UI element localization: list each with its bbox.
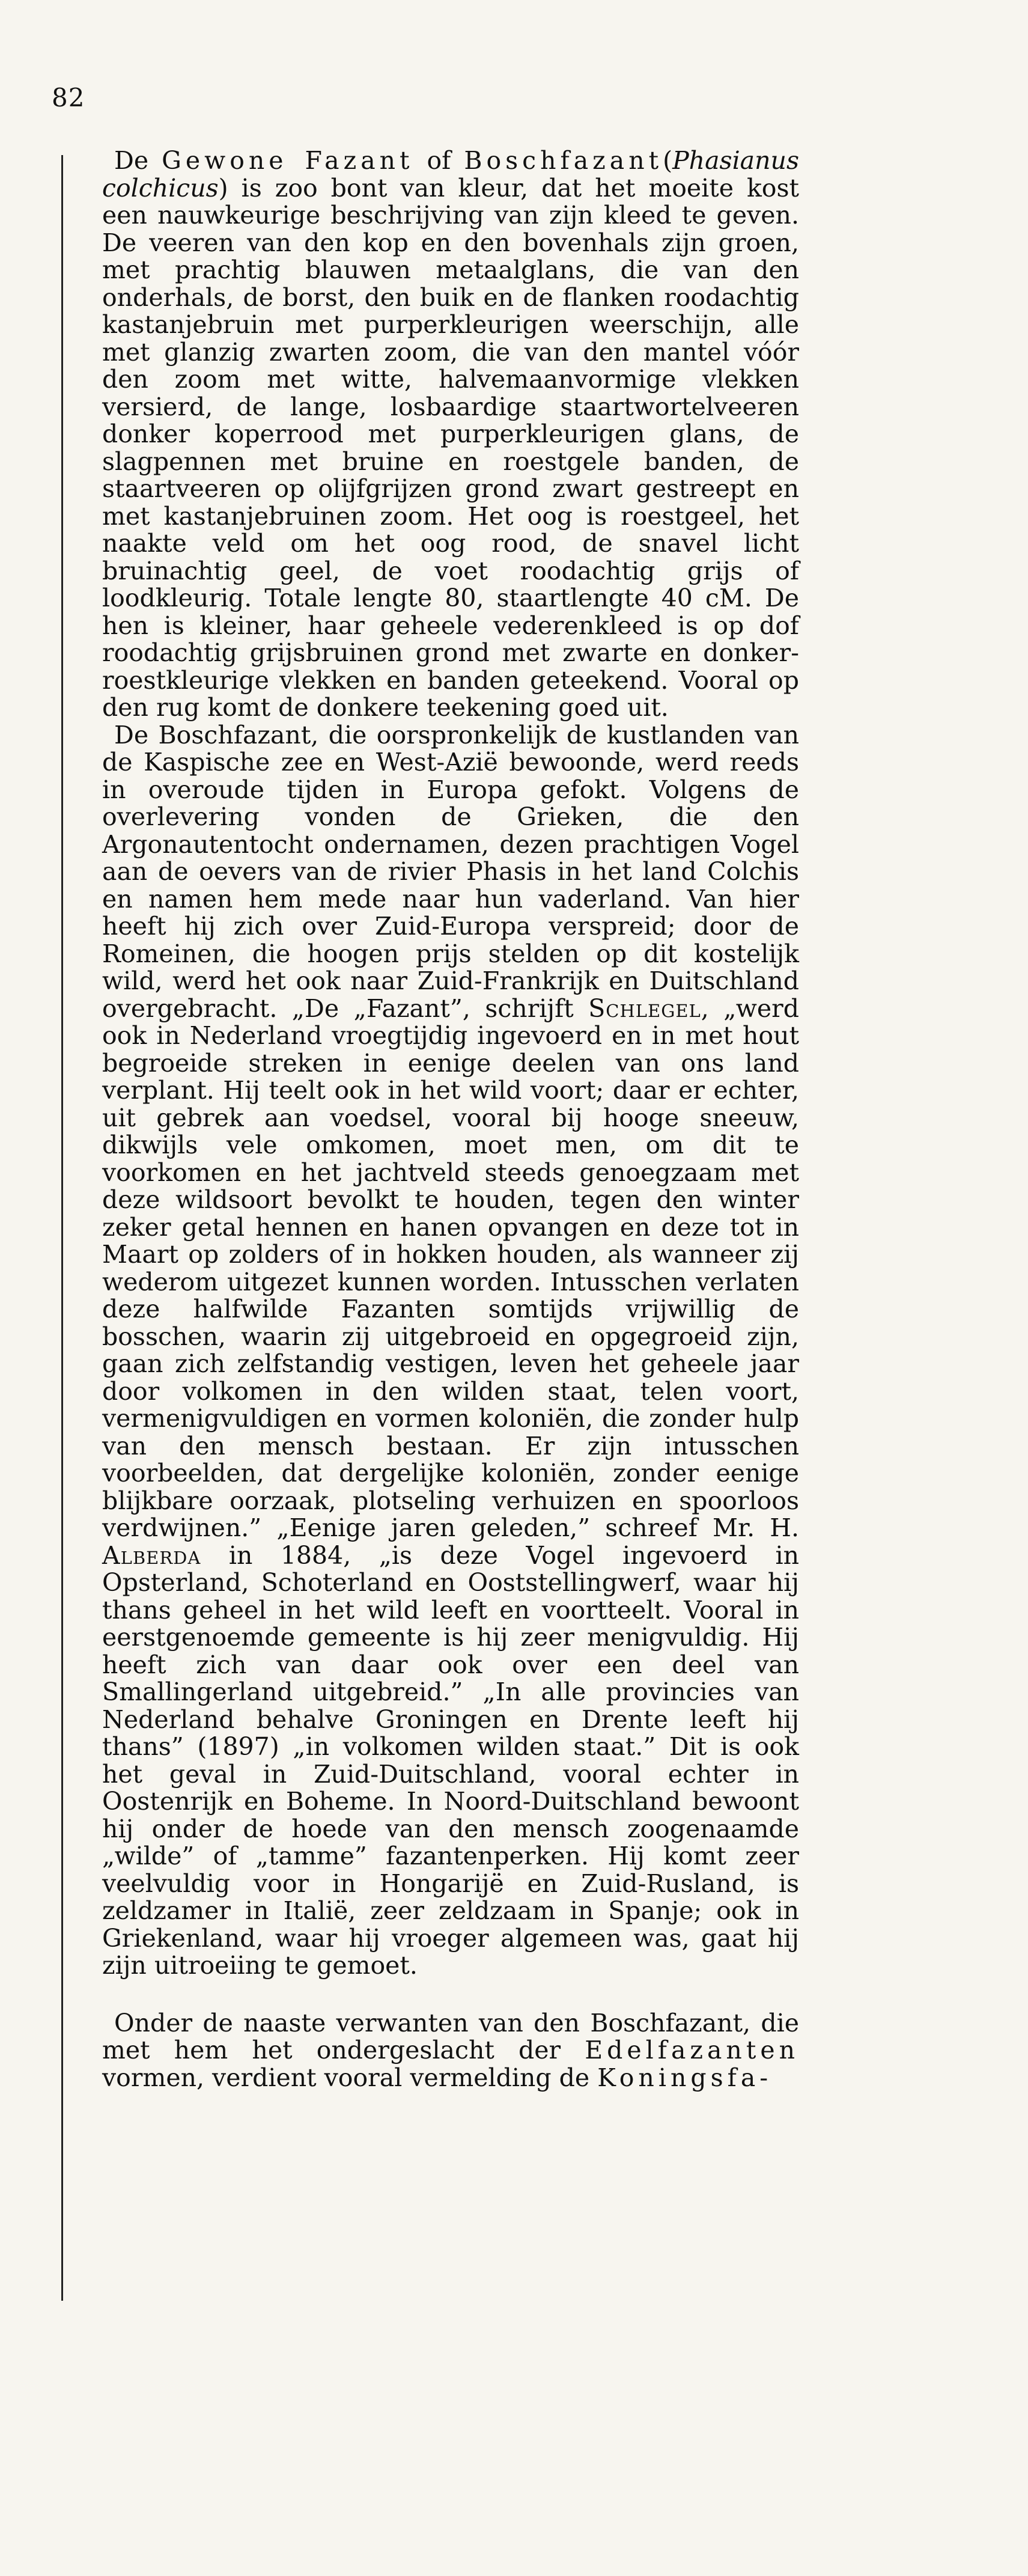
paragraph-2: [102, 722, 799, 1980]
p1-s5: (: [663, 146, 673, 175]
p3-s1: Onder de naaste verwanten van den Boschfazant, die met hem het ondergeslacht der: [102, 2008, 799, 2065]
p2-s3: , „werd ook in Nederland vroegtijdig ingevoerd en in met hout begroeide streken in eenige deelen van ons land verplant. Hij teelt ook in het wild voort; daar er echter, uit gebrek aan voedsel, vooral bij hooge sneeuw, dikwijls vele omkomen, moet men, om dit te voorkomen en het jachtveld steeds genoegzaam met deze wildsoort bevolkt te houden, tegen den winter zeker getal hennen en hanen opvangen en deze tot in Maart op zolders of in hokken houden, als wanneer zij wederom uitgezet kunnen worden. Intusschen verlaten deze halfwilde Fazanten somtijds vrijwillig de bosschen, waarin zij uitgebroeid en opgegroeid zijn, gaan zich zelfstandig vestigen, leven het geheele jaar door volkomen in den wilden staat, telen voort, vermenigvuldigen en vormen koloniën, die zonder hulp van den mensch bestaan. Er zijn intusschen voorbeelden, dat dergelijke koloniën, zonder eenige blijkbare oorzaak, plotseling verhuizen en spoorloos verdwijnen.” „Eenige jaren geleden,” schreef Mr. H.: [102, 993, 799, 1542]
paragraph-gap: [102, 1980, 799, 2010]
margin-rule: [61, 155, 63, 2301]
author-schlegel: Schlegel: [588, 993, 701, 1023]
group-name-edelfazanten: Edelfazanten: [585, 2036, 799, 2065]
latin-name: Phasianus colchicus: [102, 146, 799, 203]
p3-s3: vormen, verdient vooral vermelding de: [102, 2063, 590, 2092]
page-text: [102, 147, 799, 2092]
p1-s3: of: [427, 146, 451, 175]
paragraph-1: [102, 147, 799, 722]
paragraph-3: [102, 2010, 799, 2092]
author-alberda: Alberda: [102, 1540, 201, 1570]
p2-s1: De Boschfazant, die oorspronkelijk de kustlanden van de Kaspische zee en West-Azië bewoonde, werd reeds in overoude tijden in Europa gefokt. Volgens de overlevering vonden de Grieken, die den Argonautentocht ondernamen, dezen prachtigen Vogel aan de oevers van de rivier Phasis in het land Colchis en namen hem mede naar hun vaderland. Van hier heeft hij zich over Zuid-Europa verspreid; door de Romeinen, die hoogen prijs stelden op dit kostelijk wild, werd het ook naar Zuid-Frankrijk en Duitschland overgebracht. „De „Fazant”, schrijft: [102, 720, 799, 1023]
species-name-koningsfazant: Koningsfa-: [597, 2063, 773, 2092]
species-name-gewone-fazant: Gewone Fazant: [162, 146, 414, 175]
p2-s5: in 1884, „is deze Vogel ingevoerd in Opsterland, Schoterland en Ooststellingwerf, waar hij thans geheel in het wild leeft en voortteelt. Vooral in eerstgenoemde gemeente is hij zeer menigvuldig. Hij heeft zich van daar ook over een deel van Smallingerland uitgebreid.” „In alle provincies van Nederland behalve Groningen en Drente leeft hij thans” (1897) „in volkomen wilden staat.” Dit is ook het geval in Zuid-Duitschland, vooral echter in Oostenrijk en Boheme. In Noord-Duitschland bewoont hij onder de hoede van den mensch zoogenaamde „wilde” of „tamme” fazantenperken. Hij komt zeer veelvuldig voor in Hongarijë en Zuid-Rusland, is zeldzamer in Italië, zeer zeldzaam in Spanje; ook in Griekenland, waar hij vroeger algemeen was, gaat hij zijn uitroeiing te gemoet.: [102, 1540, 799, 1980]
p1-s1: De: [114, 146, 149, 175]
p1-s7: ) is zoo bont van kleur, dat het moeite kost een nauwkeurige beschrijving van zijn kleed te geven. De veeren van den kop en den bovenhals zijn groen, met prachtig blauwen metaalglans, die van den onderhals, de borst, den buik en de flanken roodachtig kastanjebruin met purperkleurigen weerschijn, alle met glanzig zwarten zoom, die van den mantel vóór den zoom met witte, halvemaanvormige vlekken versierd, de lange, losbaardige staartwortelveeren donker koperrood met purperkleurigen glans, de slagpennen met bruine en roestgele banden, de staartveeren op olijfgrijzen grond zwart gestreept en met kastanjebruinen zoom. Het oog is roestgeel, het naakte veld om het oog rood, de snavel licht bruinachtig geel, de voet roodachtig grijs of loodkleurig. Totale lengte 80, staartlengte 40 cM. De hen is kleiner, haar geheele vederenkleed is op dof roodachtig grijsbruinen grond met zwarte en donker-roestkleurige vlekken en banden geteekend. Vooral op den rug komt de donkere teekening goed uit.: [102, 173, 799, 722]
page-number: 82: [52, 83, 85, 112]
species-name-boschfazant: Boschfazant: [464, 146, 663, 175]
